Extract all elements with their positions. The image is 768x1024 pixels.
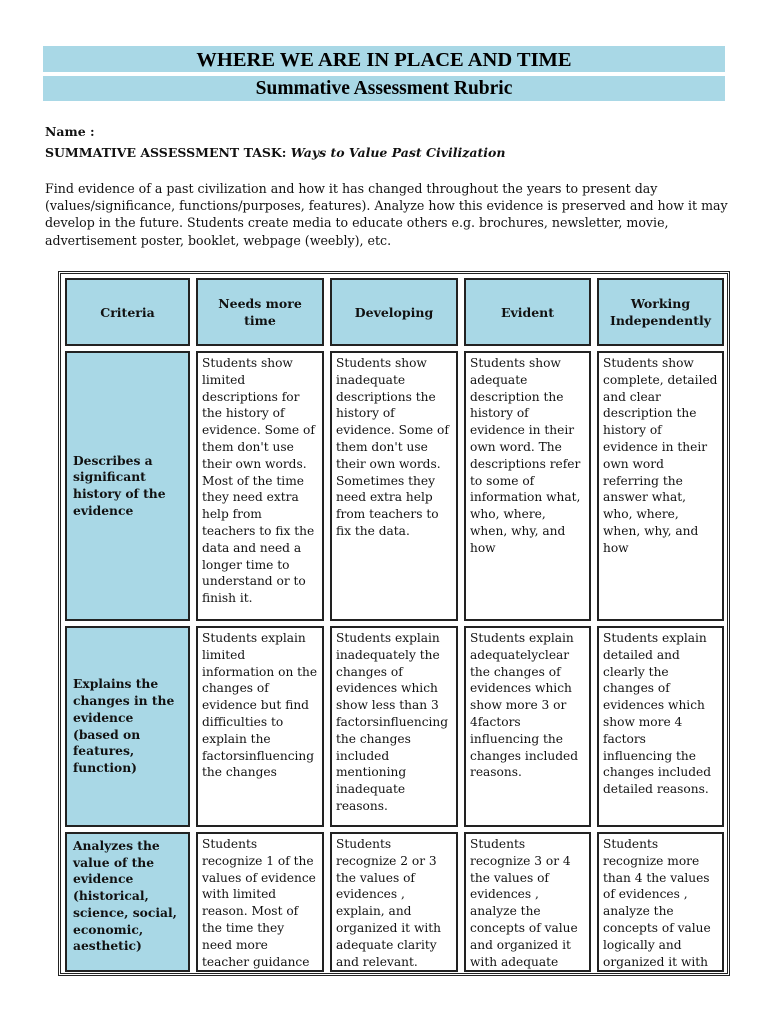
header-developing: Developing <box>330 278 458 346</box>
header-criteria: Criteria <box>65 278 190 346</box>
cell-changes-developing: Students explain inadequately the changes of evidences which show less than 3 factorsinfluencing the changes included mentioning inadequate reasons. <box>330 626 458 827</box>
criterion-history: Describes a significant history of the evidence <box>65 351 190 621</box>
task-value: Ways to Value Past Civilization <box>290 145 506 160</box>
cell-value-working-independently: Students recognize more than 4 the values of evidences , analyze the concepts of value logically and organized it with <box>597 832 724 972</box>
task-description: Find evidence of a past civilization and how it has changed throughout the years to present day (values/significance, functions/purposes, features). Analyze how this evidence is preserved and how it may develop in the future. Students create media to educate others e.g. brochures, newsletter, movie, advertisement poster, booklet, webpage (weebly), etc. <box>45 181 728 248</box>
cell-changes-evident: Students explain adequatelyclear the changes of evidences which show more 3 or 4factors influencing the changes included reasons. <box>464 626 591 827</box>
cell-history-evident: Students show adequate description the history of evidence in their own word. The descriptions refer to some of information what, who, where, when, why, and how <box>464 351 591 621</box>
rubric-table <box>58 271 730 976</box>
cell-value-evident: Students recognize 3 or 4 the values of evidences , analyze the concepts of value and organized it with adequate <box>464 832 591 972</box>
cell-history-developing: Students show inadequate descriptions the history of evidence. Some of them don't use their own words. Sometimes they need extra help from teachers to fix the data. <box>330 351 458 621</box>
task-label: SUMMATIVE ASSESSMENT TASK: <box>45 145 287 160</box>
cell-changes-working-independently: Students explain detailed and clearly the changes of evidences which show more 4 factors influencing the changes included detailed reasons. <box>597 626 724 827</box>
name-label: Name : <box>45 124 95 139</box>
page-title: WHERE WE ARE IN PLACE AND TIME <box>43 46 725 72</box>
task-line <box>45 145 505 160</box>
cell-value-needs-more-time: Students recognize 1 of the values of evidence with limited reason. Most of the time they need more teacher guidance <box>196 832 324 972</box>
cell-changes-needs-more-time: Students explain limited information on the changes of evidence but find difficulties to explain the factorsinfluencing the changes <box>196 626 324 827</box>
page-subtitle: Summative Assessment Rubric <box>43 76 725 101</box>
header-needs-more-time: Needs more time <box>196 278 324 346</box>
criterion-value: Analyzes the value of the evidence (historical, science, social, economic, aesthetic) <box>65 832 190 972</box>
cell-history-working-independently: Students show complete, detailed and clear description the history of evidence in their own word referring the answer what, who, where, when, why, and how <box>597 351 724 621</box>
criterion-changes: Explains the changes in the evidence (based on features, function) <box>65 626 190 827</box>
cell-history-needs-more-time: Students show limited descriptions for the history of evidence. Some of them don't use their own words. Most of the time they need extra help from teachers to fix the data and need a longer time to understand or to finish it. <box>196 351 324 621</box>
cell-value-developing: Students recognize 2 or 3 the values of evidences , explain, and organized it with adequate clarity and relevant. <box>330 832 458 972</box>
header-evident: Evident <box>464 278 591 346</box>
header-working-independently: Working Independently <box>597 278 724 346</box>
